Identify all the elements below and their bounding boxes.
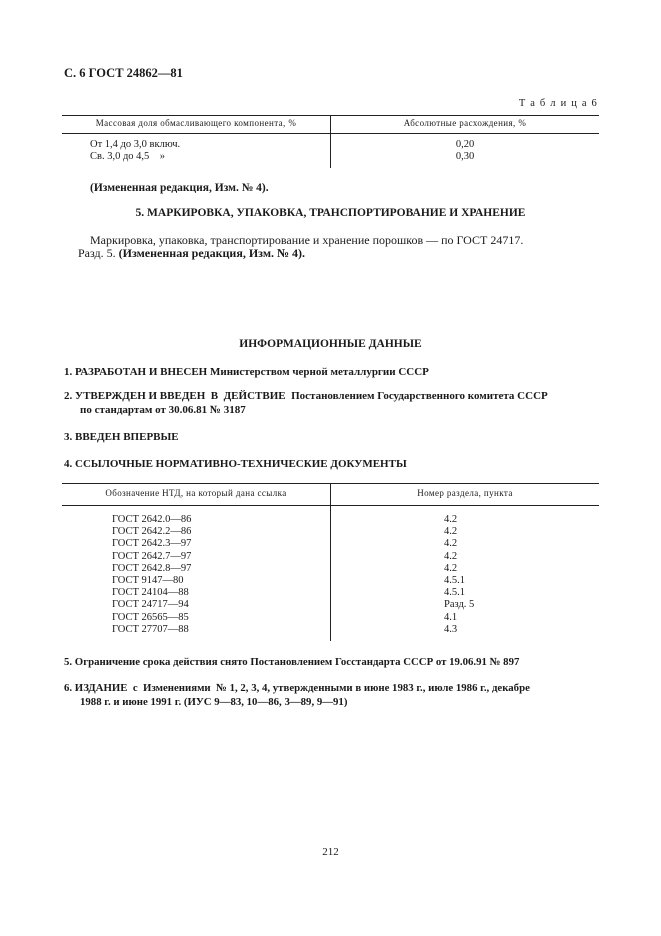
ref-table-col2-header: Номер раздела, пункта bbox=[417, 488, 513, 498]
info-item-2 bbox=[64, 390, 599, 403]
info-item-6-line1: 6. ИЗДАНИЕ с Изменениями № 1, 2, 3, 4, утвержденными в июне 1983 г., июле 1986 г., декабре bbox=[64, 682, 530, 694]
ref-row-section: 4.2 bbox=[444, 514, 458, 525]
info-item-2-line2: по стандартам от 30.06.81 № 3187 bbox=[80, 404, 246, 416]
ref-table-section-column bbox=[444, 514, 474, 636]
table6-col1-header: Массовая доля обмасливающего компонента, % bbox=[95, 118, 297, 128]
info-item-4: 4. ССЫЛОЧНЫЕ НОРМАТИВНО-ТЕХНИЧЕСКИЕ ДОКУМЕНТЫ bbox=[64, 458, 407, 470]
ref-row-section: 4.5.1 bbox=[444, 587, 465, 599]
ref-row-doc: ГОСТ 9147—80 bbox=[112, 575, 184, 587]
info-item-6-line2: 1988 г. и июне 1991 г. (ИУС 9—83, 10—86, 3—89, 9—91) bbox=[80, 696, 348, 708]
table-label: Т а б л и ц а 6 bbox=[518, 98, 598, 109]
ref-row-doc: ГОСТ 2642.2—86 bbox=[112, 526, 192, 538]
ref-row-doc: ГОСТ 27707—88 bbox=[112, 623, 189, 635]
ref-table-col1-header: Обозначение НТД, на который дана ссылка bbox=[105, 488, 287, 498]
table6-row-2-value: 0,30 bbox=[455, 151, 475, 162]
section-5-amendment bbox=[78, 246, 305, 261]
section-5-text: Маркировка, упаковка, транспортирование и хранение порошков — по ГОСТ 24717. bbox=[90, 233, 524, 247]
table6-row-1-range: От 1,4 до 3,0 включ. bbox=[90, 139, 181, 150]
info-item-1-rest: Министерством черной металлургии СССР bbox=[209, 366, 429, 378]
ref-row-doc: ГОСТ 24717—94 bbox=[112, 599, 189, 611]
section-5-title: 5. МАРКИРОВКА, УПАКОВКА, ТРАНСПОРТИРОВАНИЕ И ХРАНЕНИЕ bbox=[135, 207, 526, 219]
ref-row-doc: ГОСТ 2642.0—86 bbox=[112, 514, 192, 525]
ref-row-section: 4.2 bbox=[444, 538, 458, 550]
section-5-amendment-bold: (Измененная редакция, Изм. № 4). bbox=[118, 246, 306, 260]
info-title: ИНФОРМАЦИОННЫЕ ДАННЫЕ bbox=[239, 338, 422, 350]
amendment-note: (Измененная редакция, Изм. № 4). bbox=[90, 182, 269, 194]
ref-table-doc-column bbox=[112, 514, 191, 636]
ref-row-section: 4.2 bbox=[444, 526, 458, 538]
ref-row-doc: ГОСТ 2642.8—97 bbox=[112, 562, 192, 574]
ref-row-section: 4.2 bbox=[444, 562, 458, 574]
ref-row-section: Разд. 5 bbox=[444, 599, 475, 611]
ref-row-section: 4.5.1 bbox=[444, 575, 465, 587]
page-number: 212 bbox=[322, 846, 339, 858]
ref-table-column-divider bbox=[330, 483, 331, 641]
table6-row-2-range: Св. 3,0 до 4,5 » bbox=[90, 151, 166, 162]
ref-row-section: 4.2 bbox=[444, 550, 458, 562]
ref-row-doc: ГОСТ 2642.7—97 bbox=[112, 550, 192, 562]
info-item-5: 5. Ограничение срока действия снято Постановлением Госстандарта СССР от 19.06.91 № 897 bbox=[64, 656, 520, 668]
info-item-2-rest: Постановлением Государственного комитета СССР bbox=[291, 390, 548, 402]
ref-row-doc: ГОСТ 24104—88 bbox=[112, 587, 189, 599]
section-5-ref: Разд. 5. bbox=[78, 246, 116, 260]
ref-row-section: 4.1 bbox=[444, 611, 458, 623]
info-item-1-lead: 1. РАЗРАБОТАН И ВНЕСЕН bbox=[64, 366, 208, 378]
info-item-2-lead: 2. УТВЕРЖДЕН И ВВЕДЕН В ДЕЙСТВИЕ bbox=[64, 390, 286, 402]
table6-row-1-value: 0,20 bbox=[455, 139, 475, 150]
info-item-3: 3. ВВЕДЕН ВПЕРВЫЕ bbox=[64, 431, 179, 443]
page-header: С. 6 ГОСТ 24862—81 bbox=[64, 66, 183, 80]
ref-row-doc: ГОСТ 26565—85 bbox=[112, 611, 189, 623]
table6-col2-header: Абсолютные расхождения, % bbox=[403, 118, 527, 128]
ref-row-section: 4.3 bbox=[444, 623, 458, 635]
ref-row-doc: ГОСТ 2642.3—97 bbox=[112, 538, 192, 550]
info-item-1 bbox=[64, 366, 429, 379]
